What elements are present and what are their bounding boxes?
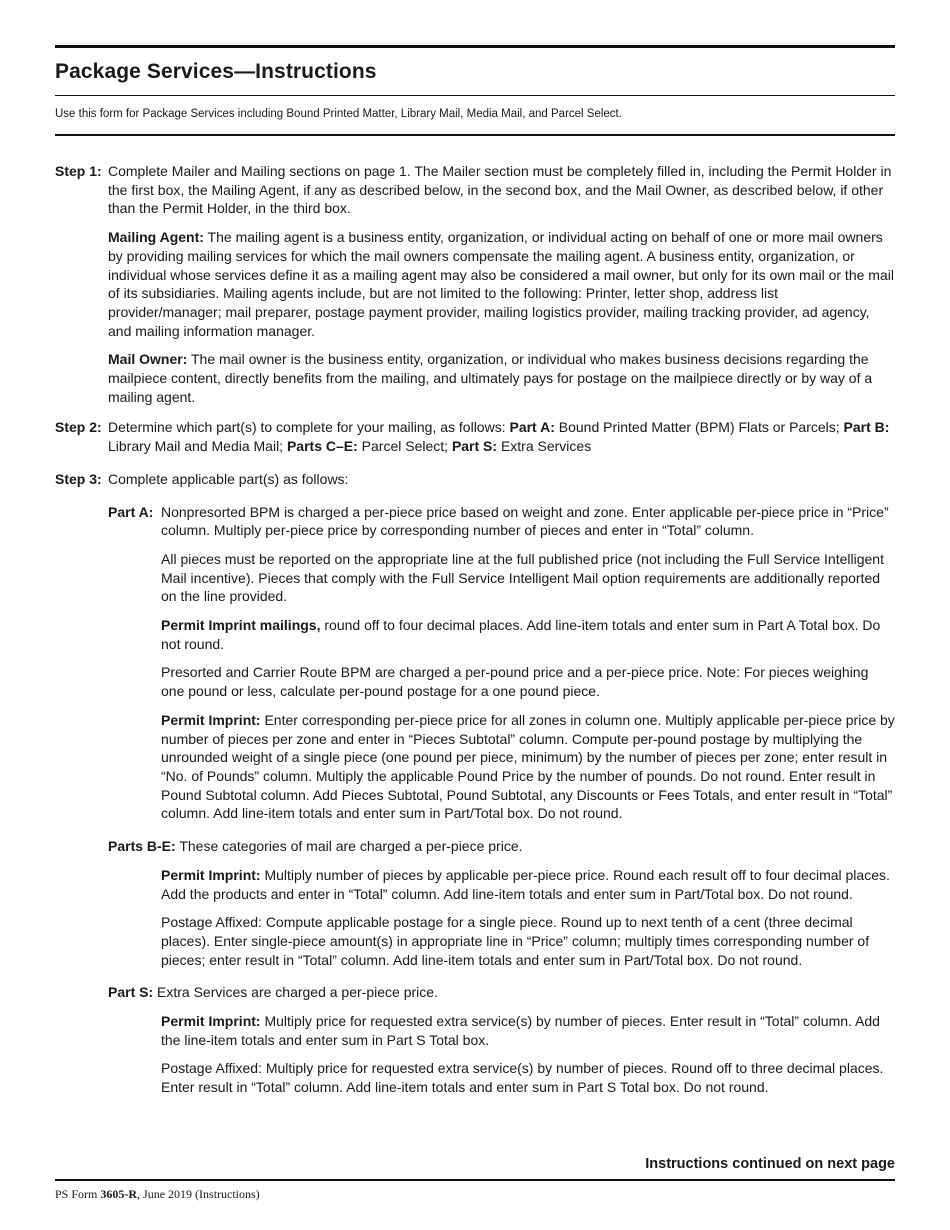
- step-2-parts-ce-text: Parcel Select;: [357, 438, 452, 455]
- mailing-agent-label: Mailing Agent:: [108, 229, 204, 246]
- part-a-permit-imprint-label: Permit Imprint:: [161, 711, 261, 728]
- parts-b-e-paragraph-1: [161, 866, 895, 903]
- step-3-text: Complete applicable part(s) as follows:: [108, 470, 349, 487]
- form-number: 3605-R: [100, 1187, 138, 1201]
- step-2-part-s-label: Part S:: [451, 438, 498, 455]
- part-s-label: Part S:: [108, 984, 154, 1001]
- step-1: [55, 162, 895, 406]
- page-title: Package Services—Instructions: [55, 60, 377, 83]
- step-1-text: Complete Mailer and Mailing sections on page 1. The Mailer section must be completely filled in, including the Permit Holder in the first box, the Mailing Agent, if any as described below, in the second box, and the Mail Owner, as described below, if other than the Permit Holder, in the third box.: [108, 163, 892, 217]
- step-2: [55, 418, 895, 455]
- step-2-label: Step 2:: [55, 419, 102, 436]
- part-a-label: Part A:: [108, 503, 154, 520]
- step-2-part-b-text: Library Mail and Media Mail;: [108, 438, 287, 455]
- mail-owner-text: The mail owner is the business entity, organization, or individual who makes business decisions regarding the mailpiece content, directly benefits from the mailing, and ultimately pays for postage on the mailpiece directly or by way of a mailing agent.: [108, 351, 873, 405]
- step-2-text: [108, 418, 895, 455]
- part-a: [108, 503, 895, 824]
- step-2-parts-ce-label: Parts C–E:: [286, 438, 358, 455]
- mail-owner-label: Mail Owner:: [108, 351, 188, 368]
- parts-b-e-paragraph-2: Postage Affixed: Compute applicable postage for a single piece. Round up to next tenth of a cent (three decimal places). Enter single-piece amount(s) in appropriate line in “Price” column; multiply times corresponding number of pieces; enter result in “Total” column. Add line-item totals and enter sum in Part/Total box. Do not round.: [161, 914, 870, 968]
- part-s-paragraph-2: Postage Affixed: Multiply price for requested extra service(s) by number of pieces. Round off to three decimal places. Enter result in “Total” column. Add line-item totals and enter sum in Part S Total box. Do not round.: [161, 1060, 884, 1096]
- parts-b-e: [108, 837, 895, 969]
- step-2-part-b-label: Part B:: [843, 419, 890, 436]
- footer-rule: [55, 1179, 895, 1181]
- part-s-permit-imprint-label: Permit Imprint:: [161, 1013, 261, 1030]
- step-1-label: Step 1:: [55, 163, 102, 179]
- parts-b-e-permit-imprint-label: Permit Imprint:: [161, 866, 261, 883]
- part-a-paragraph-3: Presorted and Carrier Route BPM are charged a per-pound price and a per-piece price. Note: For pieces weighing one pound or less, calculate per-pound postage for a one pound piece.: [161, 664, 869, 700]
- step-2-part-s-text: Extra Services: [497, 438, 592, 455]
- part-s-text: Extra Services are charged a per-piece price.: [153, 984, 438, 1001]
- parts-b-e-intro: [108, 837, 895, 856]
- part-s: [108, 983, 895, 1097]
- part-a-paragraph-1: All pieces must be reported on the appropriate line at the full published price (not including the Full Service Intelligent Mail incentive). Pieces that comply with the Full Service Intelligent Mail option requirements are additionally reported on the line provided.: [161, 550, 884, 605]
- step-2-part-a-label: Part A:: [509, 419, 555, 436]
- parts-b-e-text: These categories of mail are charged a per-piece price.: [175, 838, 523, 855]
- form-footer: [55, 1187, 260, 1202]
- part-a-paragraph-2: [161, 616, 895, 653]
- permit-imprint-mailings-text: round off to four decimal places. Add line-item totals and enter sum in Part A Total box. Do not round.: [161, 617, 881, 652]
- part-s-paragraph-1: [161, 1012, 895, 1049]
- top-rule: [55, 45, 895, 48]
- footer-date: , June 2019 (Instructions): [137, 1187, 260, 1201]
- step-3: [55, 470, 895, 1097]
- mailing-agent-text: The mailing agent is a business entity, organization, or individual acting on behalf of one or more mail owners by providing mailing services for which the mail owners compensate the mailing agent. A business entity, organization, or individual whose services define it as a mailing agent may also be considered a mail owner, but only for its own mail or the mail of its subsidiaries. Mailing agents include, but are not limited to the following: Printer, letter shop, address list provider/manager; mail preparer, postage payment provider, mailing logistics provider, mailing tracking provider, ad agency, and mailing information manager.: [108, 229, 894, 339]
- part-a-paragraph-4: [161, 711, 895, 823]
- part-a-permit-imprint-text: Enter corresponding per-piece price for all zones in column one. Multiply applicable per-piece price by number of pieces per zone and enter in “Pieces Subtotal” column. Compute per-pound postage by multiplying the unrounded weight of a single piece (one pound per piece, minimum) by the number of pieces per zone; enter result in “No. of Pounds” column. Multiply the applicable Pound Price by the number of pounds. Do not round. Enter result in Pound Subtotal column. Add Pieces Subtotal, Pound Subtotal, any Discounts or Fees Totals, and enter result in “Total” column. Add line-item totals and enter sum in Part/Total box. Do not round.: [161, 711, 895, 822]
- step-2-intro: Determine which part(s) to complete for your mailing, as follows:: [108, 419, 510, 436]
- permit-imprint-mailings-label: Permit Imprint mailings,: [161, 617, 321, 634]
- title-divider: [55, 95, 895, 96]
- continued-note: Instructions continued on next page: [645, 1156, 895, 1172]
- footer-prefix: PS Form: [55, 1187, 101, 1201]
- part-s-permit-imprint-text: Multiply price for requested extra service(s) by number of pieces. Enter result in “Total” column. Add the line-item totals and enter sum in Part S Total box.: [161, 1013, 880, 1048]
- instructions-body: [55, 162, 895, 1109]
- subtitle-divider: [55, 134, 895, 136]
- mail-owner-paragraph: [108, 350, 895, 406]
- part-a-text: Nonpresorted BPM is charged a per-piece price based on weight and zone. Enter applicable per-piece price in “Price” column. Multiply per-piece price by corresponding number of pieces and enter in “Total” column.: [161, 503, 889, 539]
- mailing-agent-paragraph: [108, 228, 895, 340]
- page-subtitle: Use this form for Package Services including Bound Printed Matter, Library Mail, Media Mail, and Parcel Select.: [55, 108, 622, 120]
- step-2-part-a-text: Bound Printed Matter (BPM) Flats or Parcels;: [554, 419, 844, 436]
- part-s-intro: [108, 983, 895, 1002]
- step-3-label: Step 3:: [55, 470, 102, 487]
- parts-b-e-label: Parts B-E:: [108, 838, 176, 855]
- parts-b-e-permit-imprint-text: Multiply number of pieces by applicable per-piece price. Round each result off to four decimal places. Add the products and enter in “Total” column. Add line-item totals and enter sum in Part/Total box. Do not round.: [161, 866, 890, 902]
